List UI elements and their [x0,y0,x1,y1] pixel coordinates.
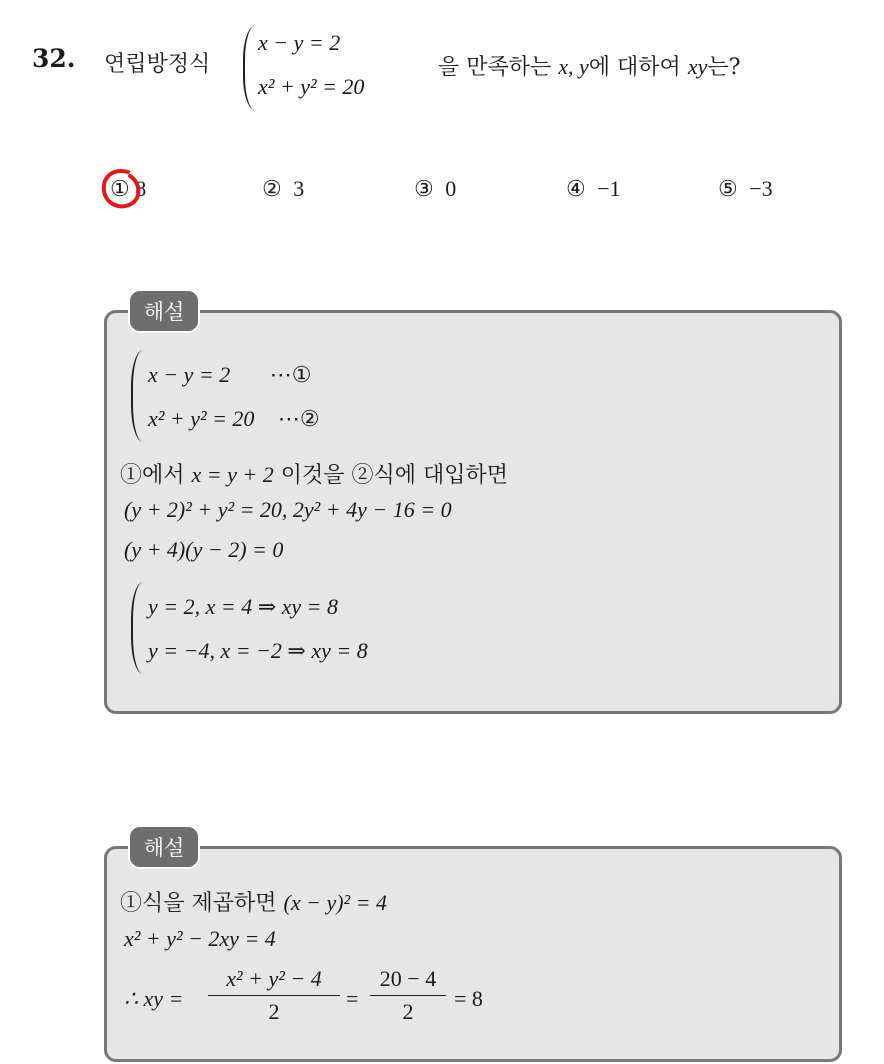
choice-5[interactable] [718,176,773,202]
fraction-1-denominator: 2 [268,999,280,1024]
solution2-line-1-a: ①식을 제곱하면 [120,891,277,916]
choice-1-mark: ① [110,176,130,201]
choice-2-value: 3 [293,176,305,201]
choice-4-mark: ④ [566,176,586,201]
question-tail [438,50,740,81]
solution1-eq-1-ref: ⋯① [269,362,312,387]
solution2-line-3-lhs: ∴ xy = [124,986,184,1011]
choice-4[interactable] [566,176,621,202]
solution1-case-2: y = −4, x = −2 ⇒ xy = 8 [148,638,368,663]
fraction-2-numerator: 20 − 4 [379,966,437,991]
solution1-eq-1-text: x − y = 2 [148,362,231,387]
solution1-line-1-b: 이것을 ②식에 대입하면 [280,463,509,488]
solution1-eq-2-ref: ⋯② [277,406,320,431]
fraction-1-numerator: x² + y² − 4 [226,966,322,991]
choice-3-value: 0 [445,176,457,201]
solution1-line-1 [120,458,508,489]
solution1-case-brace [131,582,145,674]
solution1-line-3: (y + 4)(y − 2) = 0 [124,537,284,562]
choice-3-mark: ③ [414,176,434,201]
solution2-fraction-1 [208,966,340,1025]
choice-3[interactable] [414,176,456,202]
solution1-line-1-math: x = y + 2 [191,462,274,487]
question-number: 32. [32,44,76,73]
solution-tag-1: 해설 [128,289,200,333]
solution1-case-1: y = 2, x = 4 ⇒ xy = 8 [148,594,339,619]
tail-xy: xy [687,54,708,79]
fraction-2-bar [370,995,446,996]
question-lead: 연립방정식 [104,52,211,77]
choice-1-value: 8 [135,176,147,201]
tail-text-a: 을 만족하는 [438,55,552,80]
choice-2[interactable] [262,176,304,202]
tail-text-b: 에 대하여 [588,55,681,80]
selected-circle-icon [98,164,150,214]
choice-4-value: −1 [597,176,621,201]
fraction-2-denominator: 2 [402,999,414,1024]
solution2-equals: = [346,986,359,1011]
solution1-line-1-a: ①에서 [120,463,185,488]
fraction-1-bar [208,995,340,996]
system-brace [243,26,257,110]
solution-tag-2: 해설 [128,825,200,869]
solution1-eq-1 [148,362,311,388]
solution2-result: = 8 [454,986,483,1011]
solution2-fraction-2 [370,966,446,1025]
choice-5-mark: ⑤ [718,176,738,201]
solution1-line-2: (y + 2)² + y² = 20, 2y² + 4y − 16 = 0 [124,497,452,522]
tail-text-c: 는? [707,55,741,80]
solution2-line-1 [120,886,387,917]
system-eq-1: x − y = 2 [258,30,341,55]
choice-2-mark: ② [262,176,282,201]
system-eq-2: x² + y² = 20 [258,74,365,99]
tail-vars: x, y [558,54,589,79]
choice-5-value: −3 [749,176,773,201]
solution-box-2 [104,846,842,1062]
solution2-line-2: x² + y² − 2xy = 4 [124,926,276,951]
solution1-eq-2-text: x² + y² = 20 [148,406,255,431]
solution1-eq-2 [148,406,320,432]
solution2-line-1-math: (x − y)² = 4 [283,890,387,915]
solution1-system-brace [131,350,145,442]
